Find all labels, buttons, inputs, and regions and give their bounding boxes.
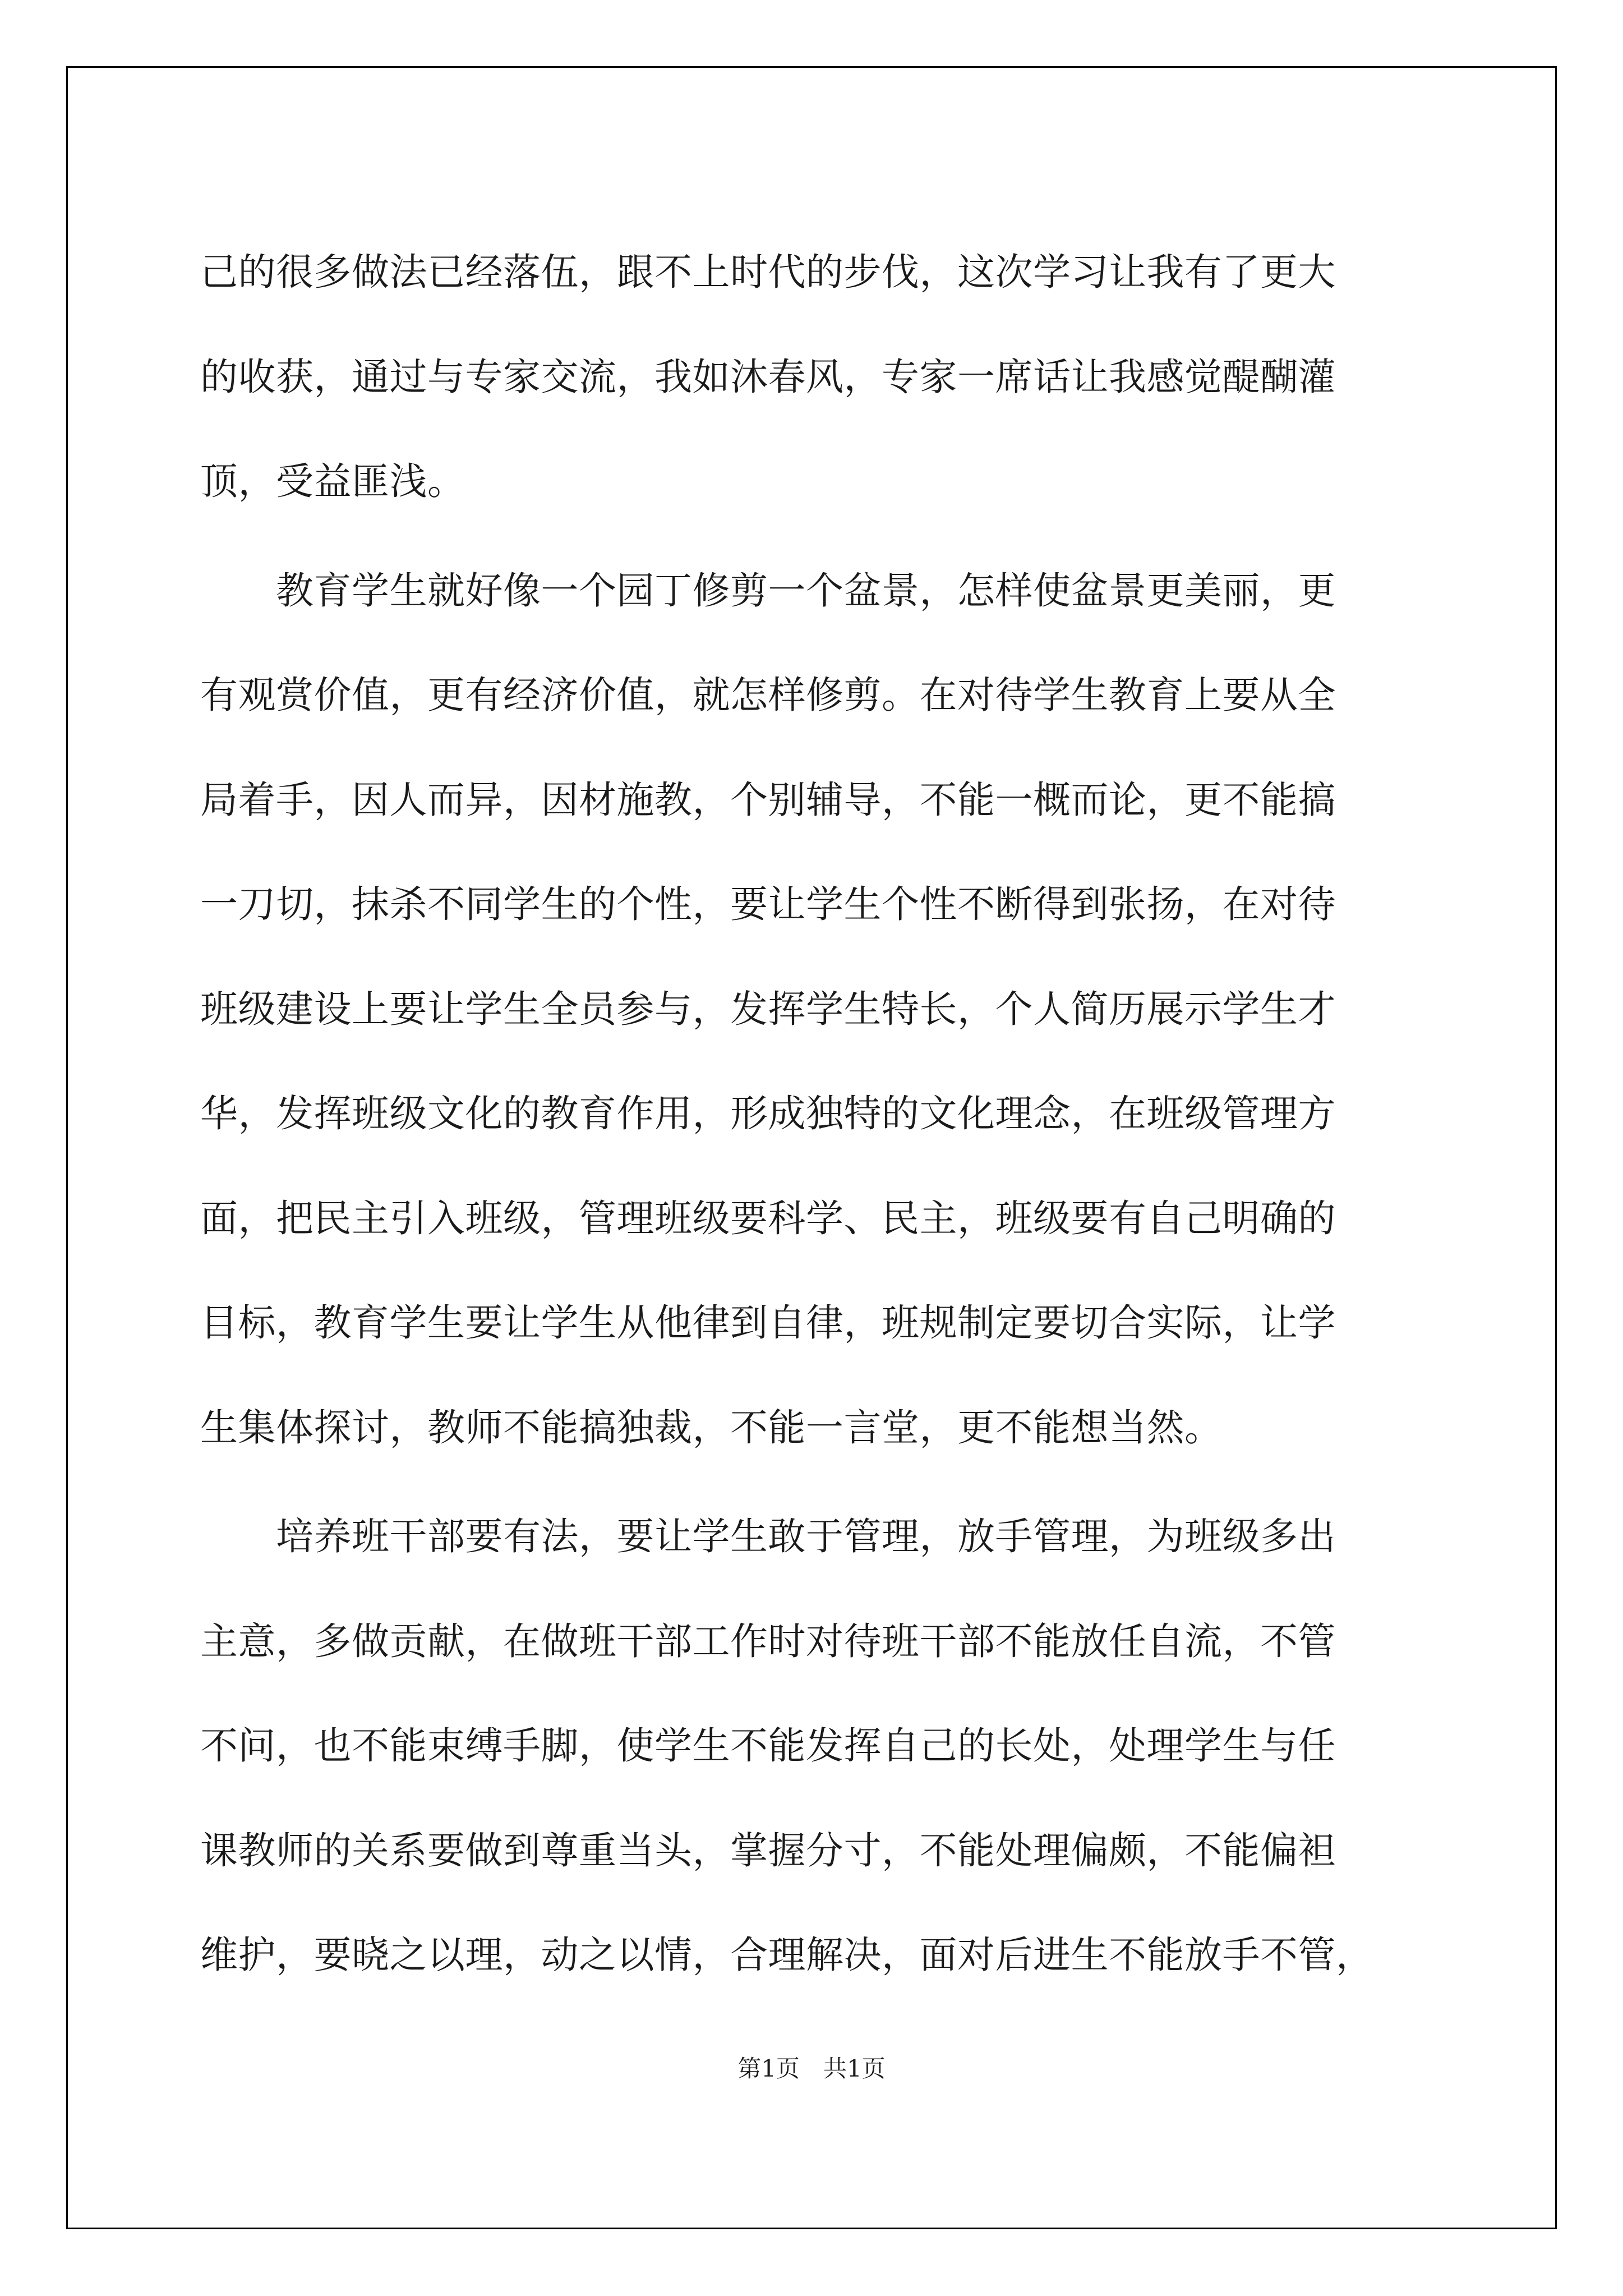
paragraph-3 <box>200 1484 1423 2008</box>
text-line: 有观赏价值，更有经济价值，就怎样修剪。在对待学生教育上要从全 <box>200 673 1336 717</box>
text-line: 主意，多做贡献，在做班干部工作时对待班干部不能放任自流，不管 <box>200 1619 1336 1663</box>
text-line: 的收获，通过与专家交流，我如沐春风，专家一席话让我感觉醍醐灌 <box>200 355 1336 399</box>
page-number-label: 第1页 共1页 <box>737 2055 886 2082</box>
paragraph-gap <box>200 534 1423 539</box>
paragraph-1 <box>200 220 1423 534</box>
text-line: 不问，也不能束缚手脚，使学生不能发挥自己的长处，处理学生与任 <box>200 1724 1336 1768</box>
text-line: 一刀切，抹杀不同学生的个性，要让学生个性不断得到张扬，在对待 <box>200 882 1336 926</box>
document-body <box>200 220 1423 2008</box>
text-line: 班级建设上要让学生全员参与，发挥学生特长，个人简历展示学生才 <box>200 987 1336 1031</box>
text-line: 目标，教育学生要让学生从他律到自律，班规制定要切合实际，让学 <box>200 1301 1336 1345</box>
text-line: 维护，要晓之以理，动之以情，合理解决，面对后进生不能放手不管， <box>200 1933 1374 1977</box>
text-line: 面，把民主引入班级，管理班级要科学、民主，班级要有自己明确的 <box>200 1196 1336 1240</box>
text-line: 课教师的关系要做到尊重当头，掌握分寸，不能处理偏颇，不能偏袒 <box>200 1828 1336 1872</box>
text-line: 己的很多做法已经落伍，跟不上时代的步伐，这次学习让我有了更大 <box>200 250 1336 294</box>
text-line: 培养班干部要有法，要让学生敢于管理，放手管理，为班级多出 <box>200 1515 1336 1558</box>
paragraph-gap <box>200 1480 1423 1484</box>
page-footer <box>0 2050 1623 2084</box>
text-line: 局着手，因人而异，因材施教，个别辅导，不能一概而论，更不能搞 <box>200 777 1336 822</box>
text-line: 生集体探讨，教师不能搞独裁，不能一言堂，更不能想当然。 <box>200 1405 1223 1450</box>
text-line: 华，发挥班级文化的教育作用，形成独特的文化理念，在班级管理方 <box>200 1092 1336 1135</box>
paragraph-2 <box>200 539 1423 1480</box>
text-line: 教育学生就好像一个园丁修剪一个盆景，怎样使盆景更美丽，更 <box>200 568 1336 613</box>
text-line: 顶，受益匪浅。 <box>200 459 465 503</box>
